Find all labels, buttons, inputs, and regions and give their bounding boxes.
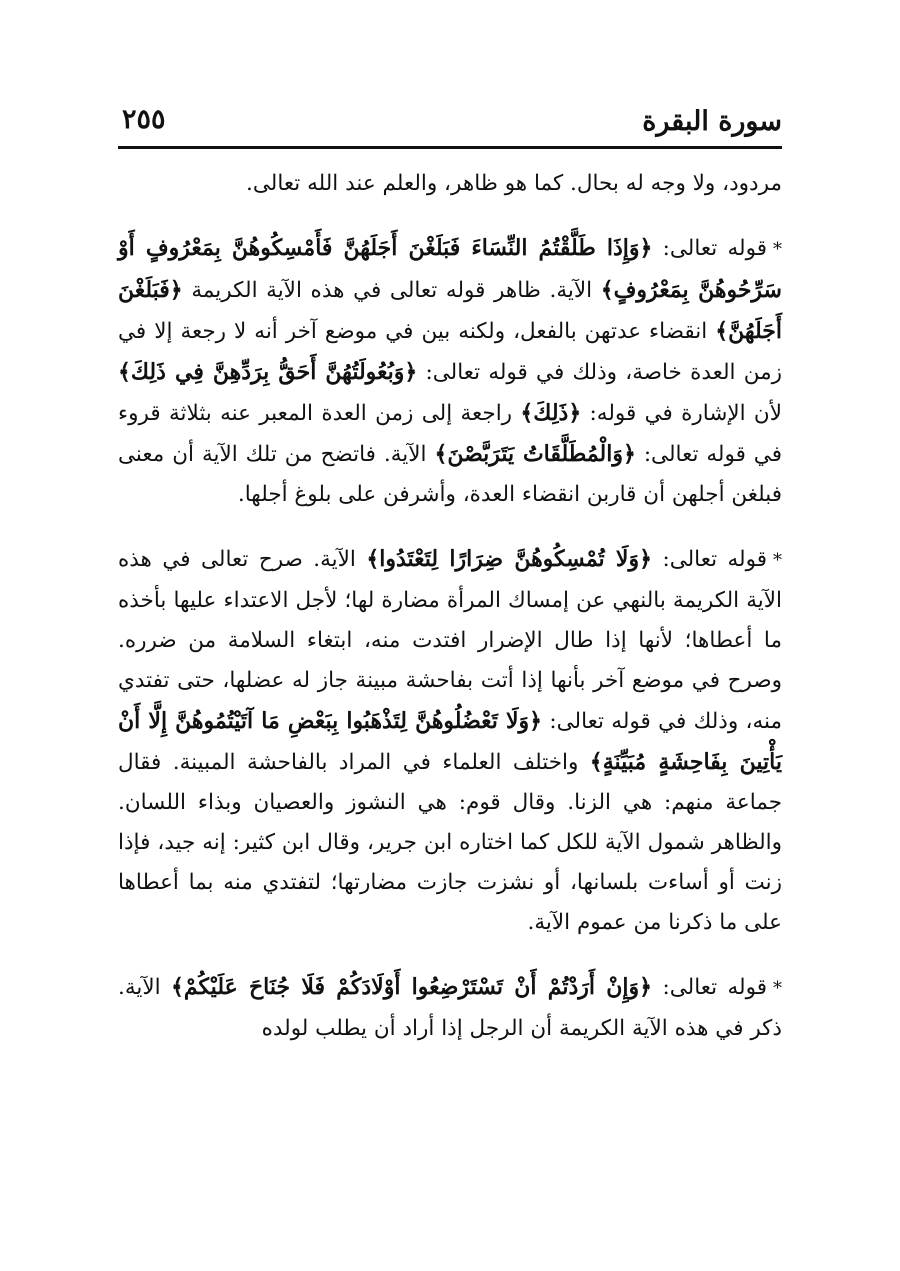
quran-verse: ﴿ذَلِكَ﴾ (520, 400, 582, 426)
commentary-text: لأن الإشارة في قوله: (581, 401, 782, 426)
commentary-text: الآية. صرح تعالى في هذه الآية الكريمة بالنهي عن إمساك المرأة مضارة لها؛ لأجل الاعتداء عليها بأخذه ما أعطاها؛ لأنها إذا طال الإضرار افتدت منه، ابتغاء السلامة من ضرره. وصرح في موضع آخر بأنها إذا أتت بفاحشة مبينة جاز له عضلها، حتى تفتدي منه، وذلك في قوله تعالى: (118, 547, 782, 734)
commentary-text: الآية. ظاهر قوله تعالى في هذه الآية الكريمة (182, 278, 601, 303)
commentary-text: مردود، ولا وجه له بحال. كما هو ظاهر، والعلم عند الله تعالى. (246, 171, 782, 196)
paragraph (118, 539, 782, 943)
commentary-text: الآية. فاتضح من تلك الآية أن معنى فبلغن أجلهن أن قاربن انقضاء العدة، وأشرفن على بلوغ أجلها. (118, 442, 782, 507)
quran-verse: ﴿وَبُعُولَتُهُنَّ أَحَقُّ بِرَدِّهِنَّ فِي ذَلِكَ﴾ (118, 359, 418, 385)
page-number: ٢٥٥ (122, 104, 166, 135)
paragraph (118, 164, 782, 204)
commentary-text: انقضاء عدتهن بالفعل، ولكنه بين في موضع آخر أنه لا رجعة إلا في زمن العدة خاصة، وذلك في قوله تعالى: (118, 319, 782, 385)
page-header (118, 98, 782, 149)
page-body (118, 164, 782, 1049)
quran-verse: ﴿وَالْمُطَلَّقَاتُ يَتَرَبَّصْنَ﴾ (434, 441, 636, 467)
quran-verse: ﴿وَإِنْ أَرَدْتُمْ أَنْ تَسْتَرْضِعُوا أَوْلَادَكُمْ فَلَا جُنَاحَ عَلَيْكُمْ﴾ (171, 974, 653, 1000)
surah-title: سورة البقرة (642, 106, 782, 137)
quran-verse: ﴿وَلَا تَعْضُلُوهُنَّ لِتَذْهَبُوا بِبَعْضِ مَا آتَيْتُمُوهُنَّ إِلَّا أَنْ يَأْتِينَ بِفَاحِشَةٍ مُبَيِّنَةٍ﴾ (118, 708, 782, 775)
section-star-marker: * (773, 550, 782, 571)
quran-verse: ﴿فَبَلَغْنَ أَجَلَهُنَّ﴾ (118, 277, 782, 344)
section-star-marker: * (772, 978, 782, 999)
commentary-text: قوله تعالى: (652, 236, 767, 261)
paragraph (118, 967, 782, 1049)
commentary-text: قوله تعالى: (652, 975, 767, 1000)
commentary-text: قوله تعالى: (652, 547, 767, 572)
quran-verse: ﴿وَإِذَا طَلَّقْتُمُ النِّسَاءَ فَبَلَغْنَ أَجَلَهُنَّ فَأَمْسِكُوهُنَّ بِمَعْرُوفٍ أَوْ سَرِّحُوهُنَّ بِمَعْرُوفٍ﴾ (118, 235, 782, 303)
quran-verse: ﴿وَلَا تُمْسِكُوهُنَّ ضِرَارًا لِتَعْتَدُوا﴾ (366, 546, 652, 572)
commentary-text: راجعة إلى زمن العدة المعبر عنه بثلاثة قروء في قوله تعالى: (118, 401, 782, 467)
paragraph (118, 228, 782, 515)
section-star-marker: * (773, 239, 782, 260)
commentary-text: الآية. ذكر في هذه الآية الكريمة أن الرجل إذا أراد أن يطلب لولده (118, 975, 782, 1041)
commentary-text: واختلف العلماء في المراد بالفاحشة المبينة. فقال جماعة منهم: هي الزنا. وقال قوم: هي النشوز والعصيان وبذاء اللسان. والظاهر شمول الآية للكل كما اختاره ابن جرير، وقال ابن كثير: إنه جيد، فإذا زنت أو أساءت بلسانها، أو نشزت جازت مضارتها؛ لتفتدي منه بما أعطاها على ما ذكرنا من عموم الآية. (118, 750, 782, 935)
